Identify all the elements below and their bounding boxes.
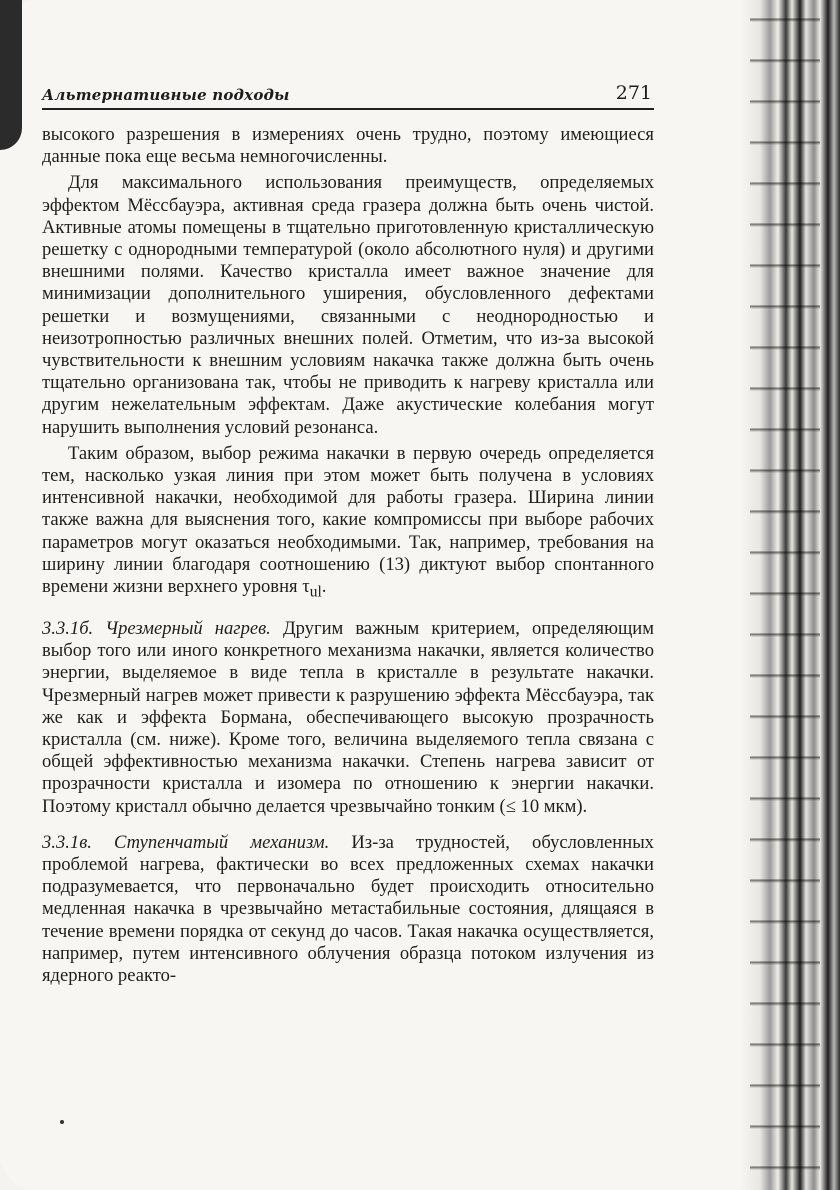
paragraph-text: высокого разрешения в измерениях очень трудно, поэтому имеющиеся данные пока еще весьма немногочисленны. bbox=[42, 124, 654, 168]
book-edge-shadow bbox=[740, 0, 840, 1190]
body-text bbox=[42, 124, 654, 987]
tau-subscript: ul bbox=[309, 583, 322, 601]
paragraph-1 bbox=[42, 124, 654, 168]
running-header bbox=[42, 82, 654, 110]
section-heading: 3.3.1б. Чрезмерный нагрев. bbox=[42, 617, 271, 639]
ink-speck bbox=[60, 1120, 64, 1124]
paragraph-text: Таким образом, выбор режима накачки в первую очередь определяется тем, насколько узкая линия при этом может быть получена в условиях интенсивной накачки, необходимой для работы гразера. Ширина линии также важна для выяснения того, какие компромиссы при выборе рабочих параметров могут оказаться необходимыми. Так, например, требования на ширину линии благодаря соотношению (13) диктуют выбор спонтанного времени жизни верхнего уровня τ bbox=[42, 442, 654, 598]
paragraph-text: Для максимального использования преимуществ, определяемых эффектом Мёссбауэра, активная среда гразера должна быть очень чистой. Активные атомы помещены в тщательно приготовленную кристаллическую решетку с однородными температурой (около абсолютного нуля) и другими внешними полями. Качество кристалла имеет важное значение для минимизации дополнительного уширения, обусловленного дефектами решетки и возмущениями, связанными с неоднородностью и неизотропностью различных внешних полей. Отметим, что из-за высокой чувствительности к внешним условиям накачка также должна быть очень тщательно организована так, чтобы не приводить к нагреву кристалла или другим нежелательным эффектам. Даже акустические колебания могут нарушить выполнения условий резонанса. bbox=[42, 172, 654, 438]
paragraph-tail: . bbox=[321, 576, 327, 598]
page-number: 271 bbox=[615, 82, 652, 104]
paragraph-3 bbox=[42, 443, 654, 604]
section-heading: 3.3.1в. Ступенчатый механизм. bbox=[42, 831, 330, 853]
paragraph-text: Другим важным критерием, определяющим выбор того или иного конкретного механизма накачки, является количество энергии, выделяемое в виде тепла в кристалле в результате накачки. Чрезмерный нагрев может привести к разрушению эффекта Мёссбауэра, так же как и эффекта Бормана, обеспечивающего высокую прозрачность кристалла (см. ниже). Кроме того, величина выделяемого тепла связана с общей эффективностью механизма накачки. Степень нагрева зависит от прозрачности кристалла и изомера по отношению к энергии накачки. Поэтому кристалл обычно делается чрезвычайно тонким (≤ 10 мкм). bbox=[42, 617, 655, 817]
paragraph-text: Из-за трудностей, обусловленных проблемой нагрева, фактически во всех предложенных схемах накачки подразумевается, что первоначально будет происходить относительно медленная накачка в чрезвычайно метастабильные состояния, длящаяся в течение времени порядка от секунд до часов. Такая накачка осуществляется, например, путем интенсивного облучения образца потоком излучения из ядерного реакто- bbox=[42, 831, 654, 987]
section-3-3-1b bbox=[42, 618, 654, 818]
running-header-title: Альтернативные подходы bbox=[42, 86, 290, 104]
paragraph-2 bbox=[42, 172, 654, 438]
page-corner bbox=[0, 0, 22, 150]
section-3-3-1v bbox=[42, 832, 654, 987]
